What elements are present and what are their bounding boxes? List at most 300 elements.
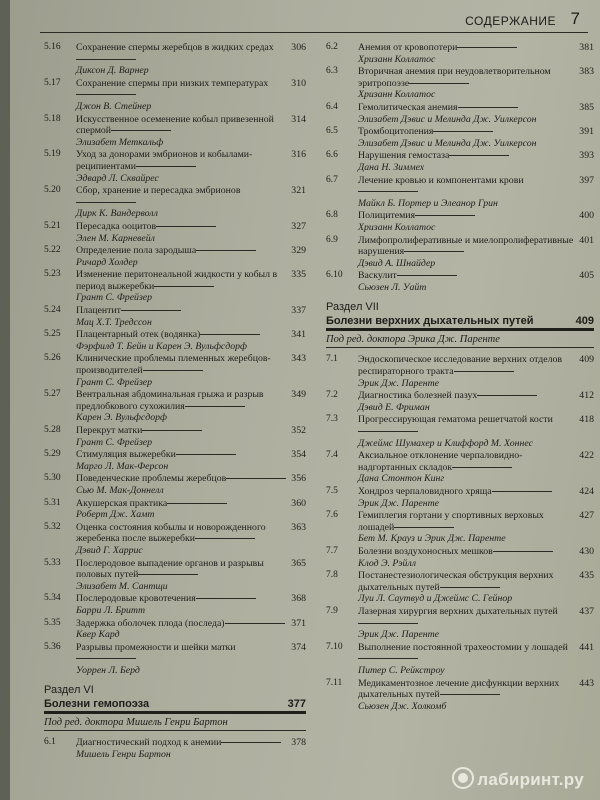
toc-entry-title-text: Медикаментозное лечение дисфункции верхних дыхательных путей — [358, 677, 560, 701]
toc-entry-author: Сью М. Мак-Доннелл — [76, 484, 164, 496]
toc-entry-list — [326, 42, 594, 293]
toc-entry-page: 368 — [291, 593, 306, 605]
toc-entry-title — [358, 66, 594, 89]
toc-entry-page: 424 — [579, 486, 594, 497]
toc-entry-body — [76, 425, 306, 448]
toc-entry-page: 374 — [291, 641, 306, 653]
toc-entry-title — [358, 102, 594, 114]
toc-entry-title-text: Послеродовое выпадение органов и разрывы половых путей — [76, 557, 264, 581]
toc-entry-page: 437 — [579, 605, 594, 617]
dot-leader — [433, 131, 493, 132]
toc-entry[interactable] — [326, 390, 594, 413]
toc-entry-page: 335 — [291, 269, 306, 281]
running-header — [40, 4, 588, 33]
watermark — [452, 767, 584, 790]
toc-entry-page: 343 — [291, 353, 306, 365]
toc-entry-author: Грант С. Фрейзер — [76, 376, 153, 388]
toc-entry-title — [76, 149, 306, 172]
toc-entry[interactable] — [326, 210, 594, 233]
toc-entry-author: Дирк К. Вандерволл — [76, 208, 158, 220]
toc-entry-body — [358, 414, 594, 449]
toc-entry-number: 7.5 — [326, 486, 338, 496]
toc-entry-title-text: Сохранение спермы жеребцов в жидких средах — [76, 42, 274, 53]
toc-entry-title — [358, 235, 594, 258]
toc-entry-number: 5.17 — [44, 77, 61, 88]
toc-entry-list — [326, 354, 594, 712]
toc-entry-title — [358, 606, 594, 629]
toc-entry-number: 7.2 — [326, 390, 338, 401]
toc-entry-body — [76, 449, 306, 472]
toc-entry-title-text: Диагностический подход к анемии — [76, 737, 222, 749]
toc-entry-page: 393 — [579, 150, 594, 162]
toc-entry-title-text: Плацентарный отек (водянка) — [76, 329, 201, 341]
dot-leader — [76, 202, 136, 203]
toc-entry[interactable] — [326, 42, 594, 65]
toc-entry-number: 7.6 — [326, 510, 338, 521]
toc-entry-body — [76, 737, 306, 760]
toc-entry-number: 7.7 — [326, 545, 338, 556]
dot-leader — [176, 454, 236, 455]
toc-entry-body — [358, 390, 594, 413]
toc-entry-number: 5.26 — [44, 353, 61, 364]
toc-entry[interactable] — [326, 414, 594, 449]
dot-leader — [136, 166, 196, 167]
toc-entry-author: Диксон Д. Варнер — [76, 65, 149, 77]
toc-entry-body — [76, 149, 306, 184]
toc-entry-body — [76, 389, 306, 424]
toc-entry-title-text: Аксиальное отклонение черпаловидно-надгортанных складок — [358, 450, 523, 473]
toc-entry-author: Клод Э. Рэйлл — [358, 557, 416, 569]
dot-leader — [76, 658, 136, 659]
toc-entry-page: 314 — [291, 113, 306, 125]
toc-entry-title-text: Поведенческие проблемы жеребцов — [76, 473, 227, 485]
toc-entry-author: Хризанн Коллатос — [358, 89, 436, 101]
section-label: Раздел VII — [326, 301, 379, 314]
toc-entry-title — [76, 269, 306, 292]
toc-entry[interactable] — [44, 498, 306, 521]
dot-leader — [457, 47, 517, 48]
dot-leader — [493, 551, 553, 552]
dot-leader — [167, 503, 227, 504]
toc-entry-number: 5.27 — [44, 389, 61, 400]
toc-entry-body — [358, 354, 594, 389]
toc-entry-title-text: Хондроз черпаловидного хряща — [358, 486, 492, 497]
toc-entry-author: Ричард Холдер — [76, 256, 138, 268]
toc-entry-title — [76, 185, 306, 208]
section-title[interactable] — [44, 698, 306, 714]
toc-entry-title — [358, 486, 594, 498]
dot-leader — [142, 430, 202, 431]
toc-entry-list — [44, 737, 306, 760]
toc-entry-number: 5.30 — [44, 473, 61, 484]
dot-leader — [154, 286, 214, 287]
toc-entry-number: 5.19 — [44, 149, 61, 160]
section-label: Раздел VI — [44, 684, 94, 697]
toc-entry-number: 6.1 — [44, 737, 56, 748]
dot-leader — [226, 478, 286, 479]
toc-entry-author: Хризанн Коллатос — [358, 53, 436, 65]
toc-entry[interactable] — [326, 354, 594, 389]
toc-entry-page: 397 — [579, 174, 594, 186]
toc-entry[interactable] — [326, 66, 594, 101]
toc-entry-body — [358, 42, 594, 65]
toc-entry-list — [44, 42, 306, 676]
toc-entry-page: 329 — [291, 245, 306, 257]
toc-entry-number: 7.4 — [326, 450, 338, 461]
dot-leader — [358, 431, 418, 432]
dot-leader — [185, 406, 245, 407]
section-editor: Под ред. доктора Эрика Дж. Паренте — [326, 331, 594, 348]
toc-entry-title — [76, 389, 306, 412]
toc-entry-body — [358, 570, 594, 605]
toc-entry-title — [358, 414, 594, 437]
toc-entry-body — [358, 546, 594, 569]
toc-entry-body — [76, 42, 306, 77]
toc-entry-title-text: Вентральная абдоминальная грыжа и разрыв предлобкового сухожилия — [76, 389, 264, 412]
toc-entry[interactable] — [326, 678, 594, 713]
toc-entry-page: 349 — [291, 389, 306, 401]
toc-entry[interactable] — [326, 150, 594, 173]
toc-entry-author: Питер С. Рейкстроу — [358, 664, 445, 676]
toc-entry-number: 6.2 — [326, 42, 338, 52]
toc-entry-author: Грант С. Фрейзер — [76, 292, 153, 304]
toc-entry-title — [76, 473, 306, 485]
toc-entry-body — [76, 618, 306, 641]
toc-entry-body — [358, 510, 594, 545]
toc-entry-author: Дана Н. Зиммех — [358, 161, 425, 173]
dot-leader — [358, 623, 418, 624]
toc-entry[interactable] — [44, 329, 306, 352]
toc-entry-title — [358, 42, 594, 54]
toc-entry-number: 5.21 — [44, 220, 61, 231]
toc-entry-title — [76, 522, 306, 545]
dot-leader — [440, 694, 500, 695]
toc-entry-author: Мишель Генри Бартон — [76, 749, 171, 761]
toc-entry-author: Марго Л. Мак-Ферсон — [76, 460, 169, 472]
toc-entry-body — [358, 606, 594, 641]
toc-entry-body — [76, 593, 306, 616]
toc-entry-title-text: Болезни воздухоносных мешков — [358, 545, 493, 557]
toc-entry-author: Дэвид А. Шнайдер — [358, 257, 436, 269]
toc-entry[interactable] — [326, 102, 594, 125]
toc-entry[interactable] — [326, 510, 594, 545]
toc-entry-body — [76, 473, 306, 496]
toc-entry-page: 441 — [579, 641, 594, 653]
toc-entry-number: 5.25 — [44, 329, 61, 340]
toc-entry-number: 5.20 — [44, 185, 61, 196]
toc-entry-title-text: Полицитемия — [358, 210, 416, 222]
toc-entry-body — [358, 102, 594, 125]
toc-entry-body — [76, 78, 306, 113]
toc-entry-page: 385 — [579, 101, 594, 113]
toc-entry-author: Эрик Дж. Паренте — [358, 377, 439, 389]
toc-entry-title — [358, 126, 594, 138]
dot-leader — [156, 226, 216, 227]
toc-entry-number: 5.29 — [44, 449, 61, 460]
toc-entry-author: Элен М. Карневейл — [76, 232, 155, 244]
labirint-logo-icon — [452, 767, 474, 789]
toc-entry-title — [76, 737, 306, 749]
toc-entry-body — [76, 221, 306, 244]
toc-entry-page: 365 — [291, 557, 306, 569]
toc-entry[interactable] — [326, 270, 594, 293]
toc-entry-title-text: Перекрут матки — [76, 425, 143, 436]
toc-entry-author: Эрик Дж. Паренте — [358, 629, 439, 641]
toc-entry[interactable] — [326, 175, 594, 210]
toc-entry[interactable] — [44, 305, 306, 328]
section-title-text: Болезни верхних дыхательных путей — [326, 315, 534, 328]
toc-entry-body — [358, 486, 594, 509]
toc-entry[interactable] — [326, 606, 594, 641]
toc-entry-number: 7.11 — [326, 677, 343, 688]
toc-entry-body — [76, 305, 306, 328]
toc-entry[interactable] — [326, 486, 594, 509]
toc-entry[interactable] — [44, 473, 306, 496]
toc-entry-number: 5.24 — [44, 305, 61, 316]
toc-entry-title-text: Гемиплегия гортани у спортивных верховых лошадей — [358, 510, 544, 533]
toc-entry[interactable] — [326, 642, 594, 677]
toc-entry[interactable] — [326, 570, 594, 605]
section-editor: Под ред. доктора Мишель Генри Бартон — [44, 714, 306, 731]
toc-entry-number: 5.31 — [44, 497, 61, 508]
dot-leader — [449, 155, 509, 156]
toc-entry-page: 363 — [291, 521, 306, 533]
toc-entry-page: 354 — [291, 449, 306, 461]
toc-entry-title — [358, 150, 594, 162]
toc-entry-page: 422 — [579, 450, 594, 462]
toc-entry-title — [76, 642, 306, 665]
toc-entry[interactable] — [44, 353, 306, 388]
toc-entry-page: 316 — [291, 149, 306, 161]
toc-entry-number: 5.34 — [44, 593, 61, 604]
dot-leader — [196, 598, 256, 599]
section-heading — [44, 684, 306, 731]
dot-leader — [454, 371, 514, 372]
toc-entry-author: Дана Стонтон Кинг — [358, 473, 445, 485]
toc-entry-number: 6.6 — [326, 150, 338, 161]
toc-entry-title-text: Диагностика болезней пазух — [358, 390, 478, 402]
toc-entry[interactable] — [44, 449, 306, 472]
toc-entry[interactable] — [44, 558, 306, 593]
toc-entry[interactable] — [44, 737, 306, 760]
toc-entry-title-text: Лазерная хирургия верхних дыхательных путей — [358, 605, 558, 617]
toc-entry-title-text: Постанестезиологическая обструкция верхних дыхательных путей — [358, 570, 554, 593]
section-title-text: Болезни гемопоэза — [44, 698, 150, 711]
section-title-page: 377 — [287, 698, 306, 711]
toc-entry[interactable] — [44, 221, 306, 244]
toc-entry[interactable] — [44, 389, 306, 424]
toc-entry-page: 310 — [291, 77, 306, 89]
dot-leader — [138, 574, 198, 575]
toc-entry-author: Хризанн Коллатос — [358, 221, 436, 233]
toc-entry-title-text: Послеродовые кровотечения — [76, 593, 196, 605]
toc-entry-title — [76, 42, 306, 65]
dot-leader — [415, 215, 475, 216]
header-page-number: 7 — [570, 9, 580, 28]
toc-entry-number: 5.22 — [44, 245, 61, 256]
toc-entry-number: 5.28 — [44, 425, 61, 435]
toc-entry[interactable] — [44, 78, 306, 113]
toc-entry[interactable] — [44, 522, 306, 557]
toc-entry[interactable] — [326, 546, 594, 569]
toc-entry-number: 6.9 — [326, 234, 338, 245]
toc-entry-page: 352 — [291, 425, 306, 436]
dot-leader — [200, 334, 260, 335]
toc-entry-page: 405 — [579, 270, 594, 282]
watermark-text: лабиринт.ру — [477, 770, 584, 789]
toc-entry-page: 381 — [579, 42, 594, 53]
toc-entry-number: 7.9 — [326, 605, 338, 616]
toc-entry-title-text: Тромбоцитопения — [358, 126, 434, 138]
toc-entry-title — [76, 498, 306, 510]
toc-entry[interactable] — [44, 425, 306, 448]
toc-entry-body — [76, 269, 306, 304]
toc-entry-page: 356 — [291, 473, 306, 485]
toc-entry-title — [76, 593, 306, 605]
toc-entry-author: Элизабет Дэвис и Мелинда Дж. Уилкерсон — [358, 113, 537, 125]
toc-entry-author: Майкл Б. Портер и Элеанор Грин — [358, 197, 498, 209]
dot-leader — [397, 275, 457, 276]
toc-entry[interactable] — [44, 642, 306, 677]
toc-entry-title — [358, 450, 594, 473]
toc-entry[interactable] — [44, 149, 306, 184]
toc-entry-title — [358, 210, 594, 222]
toc-entry[interactable] — [326, 126, 594, 149]
dot-leader — [225, 623, 285, 624]
toc-entry-body — [358, 642, 594, 677]
toc-entry-author: Сьюзен Л. Уайт — [358, 281, 427, 293]
dot-leader — [358, 191, 418, 192]
toc-entry-title-text: Прогрессирующая гематома решетчатой кости — [358, 414, 553, 426]
toc-entry-author: Роберт Дж. Хамт — [76, 509, 155, 521]
toc-entry-title — [76, 618, 306, 630]
toc-entry-title — [358, 175, 594, 198]
toc-entry-title-text: Эндоскопическое исследование верхних отделов респираторного тракта — [358, 354, 563, 378]
toc-entry[interactable] — [326, 450, 594, 485]
toc-entry-page: 360 — [291, 497, 306, 509]
toc-entry-body — [76, 498, 306, 521]
toc-entry-title-text: Искусственное осеменение кобыл привезенной спермой — [76, 113, 274, 137]
toc-entry-title-text: Сбор, хранение и пересадка эмбрионов — [76, 185, 241, 197]
toc-entry-title — [358, 510, 594, 533]
toc-entry[interactable] — [44, 42, 306, 77]
toc-entry-number: 5.33 — [44, 557, 61, 568]
toc-entry-title-text: Лимфопролиферативные и миелопролиферативные нарушения — [358, 234, 574, 258]
toc-entry-author: Эрик Дж. Паренте — [358, 497, 439, 509]
dot-leader — [143, 370, 203, 371]
toc-entry-page: 427 — [579, 510, 594, 522]
toc-entry-title — [358, 570, 594, 593]
toc-entry-number: 7.8 — [326, 570, 338, 581]
toc-entry-title-text: Гемолитическая анемия — [358, 101, 458, 113]
toc-entry-title-text: Сохранение спермы при низких температурах — [76, 77, 269, 89]
dot-leader — [111, 130, 171, 131]
toc-entry-body — [76, 185, 306, 220]
toc-entry-number: 5.36 — [44, 641, 61, 652]
toc-entry-number: 5.35 — [44, 617, 61, 628]
toc-entry[interactable] — [44, 269, 306, 304]
toc-entry-number: 5.16 — [44, 42, 61, 52]
toc-entry-title-text: Плацентит — [76, 305, 121, 317]
dot-leader — [452, 467, 512, 468]
toc-entry-number: 5.23 — [44, 269, 61, 280]
toc-entry-body — [358, 270, 594, 293]
toc-entry-author: Джон В. Стейнер — [76, 100, 152, 112]
dot-leader — [440, 587, 500, 588]
toc-entry-page: 401 — [579, 234, 594, 246]
toc-entry-number: 5.32 — [44, 521, 61, 532]
toc-entry-title-text: Стимуляция выжеребки — [76, 449, 176, 461]
toc-entry[interactable] — [44, 185, 306, 220]
toc-entry-author: Квер Кард — [76, 629, 120, 641]
toc-entry-author: Мац Х.Т. Тредссон — [76, 316, 152, 328]
toc-entry-number: 6.5 — [326, 126, 338, 137]
toc-entry-title — [76, 449, 306, 461]
toc-entry-author: Карен Э. Вульфсдорф — [76, 412, 167, 424]
toc-entry[interactable] — [44, 593, 306, 616]
toc-entry-title-text: Вторичная анемия при неудовлетворительном эритропоэзе — [358, 66, 551, 89]
dot-leader — [404, 251, 464, 252]
section-heading — [326, 301, 594, 348]
toc-entry-title — [76, 305, 306, 317]
toc-entry-title — [76, 114, 306, 137]
toc-entry-page: 400 — [579, 210, 594, 222]
section-title[interactable] — [326, 315, 594, 331]
toc-left-column — [44, 42, 306, 762]
toc-entry-author: Элизабет Дэвис и Мелинда Дж. Уилкерсон — [358, 137, 537, 149]
toc-entry[interactable] — [44, 114, 306, 149]
toc-right-column — [326, 42, 594, 713]
dot-leader — [76, 59, 136, 60]
toc-entry-number: 6.8 — [326, 210, 338, 221]
toc-entry-page: 371 — [291, 617, 306, 629]
toc-entry-title-text: Оценка состояния кобылы и новорожденного жеребенка после выжеребки — [76, 521, 266, 545]
dot-leader — [458, 107, 518, 108]
toc-entry-author: Джеймс Шумахер и Клиффорд М. Хоннес — [358, 437, 533, 449]
dot-leader — [409, 83, 469, 84]
toc-entry-body — [76, 353, 306, 388]
toc-entry-body — [358, 235, 594, 270]
toc-entry-title — [76, 329, 306, 341]
toc-entry-title-text: Уход за донорами эмбрионов и кобылами-реципиентами — [76, 149, 253, 172]
toc-entry[interactable] — [44, 245, 306, 268]
toc-entry-title — [358, 642, 594, 665]
book-page — [10, 0, 600, 800]
dot-leader — [221, 742, 281, 743]
toc-entry-author: Барри Л. Бритт — [76, 604, 146, 616]
dot-leader — [76, 94, 136, 95]
toc-entry-page: 412 — [579, 390, 594, 402]
toc-entry-title-text: Определение пола зародыша — [76, 245, 197, 257]
toc-entry[interactable] — [44, 618, 306, 641]
toc-entry[interactable] — [326, 235, 594, 270]
toc-entry-page: 306 — [291, 42, 306, 53]
toc-entry-body — [76, 522, 306, 557]
toc-entry-body — [358, 210, 594, 233]
dot-leader — [121, 310, 181, 311]
toc-entry-title — [358, 354, 594, 377]
toc-entry-body — [76, 245, 306, 268]
toc-entry-title-text: Лечение кровью и компонентами крови — [358, 174, 524, 186]
toc-entry-title — [358, 390, 594, 402]
toc-entry-number: 7.3 — [326, 414, 338, 425]
toc-entry-body — [76, 558, 306, 593]
toc-entry-page: 321 — [291, 185, 306, 197]
toc-entry-page: 430 — [579, 545, 594, 557]
toc-entry-title-text: Клинические проблемы племенных жеребцов-производителей — [76, 353, 271, 377]
toc-entry-page: 337 — [291, 305, 306, 317]
dot-leader — [492, 491, 552, 492]
